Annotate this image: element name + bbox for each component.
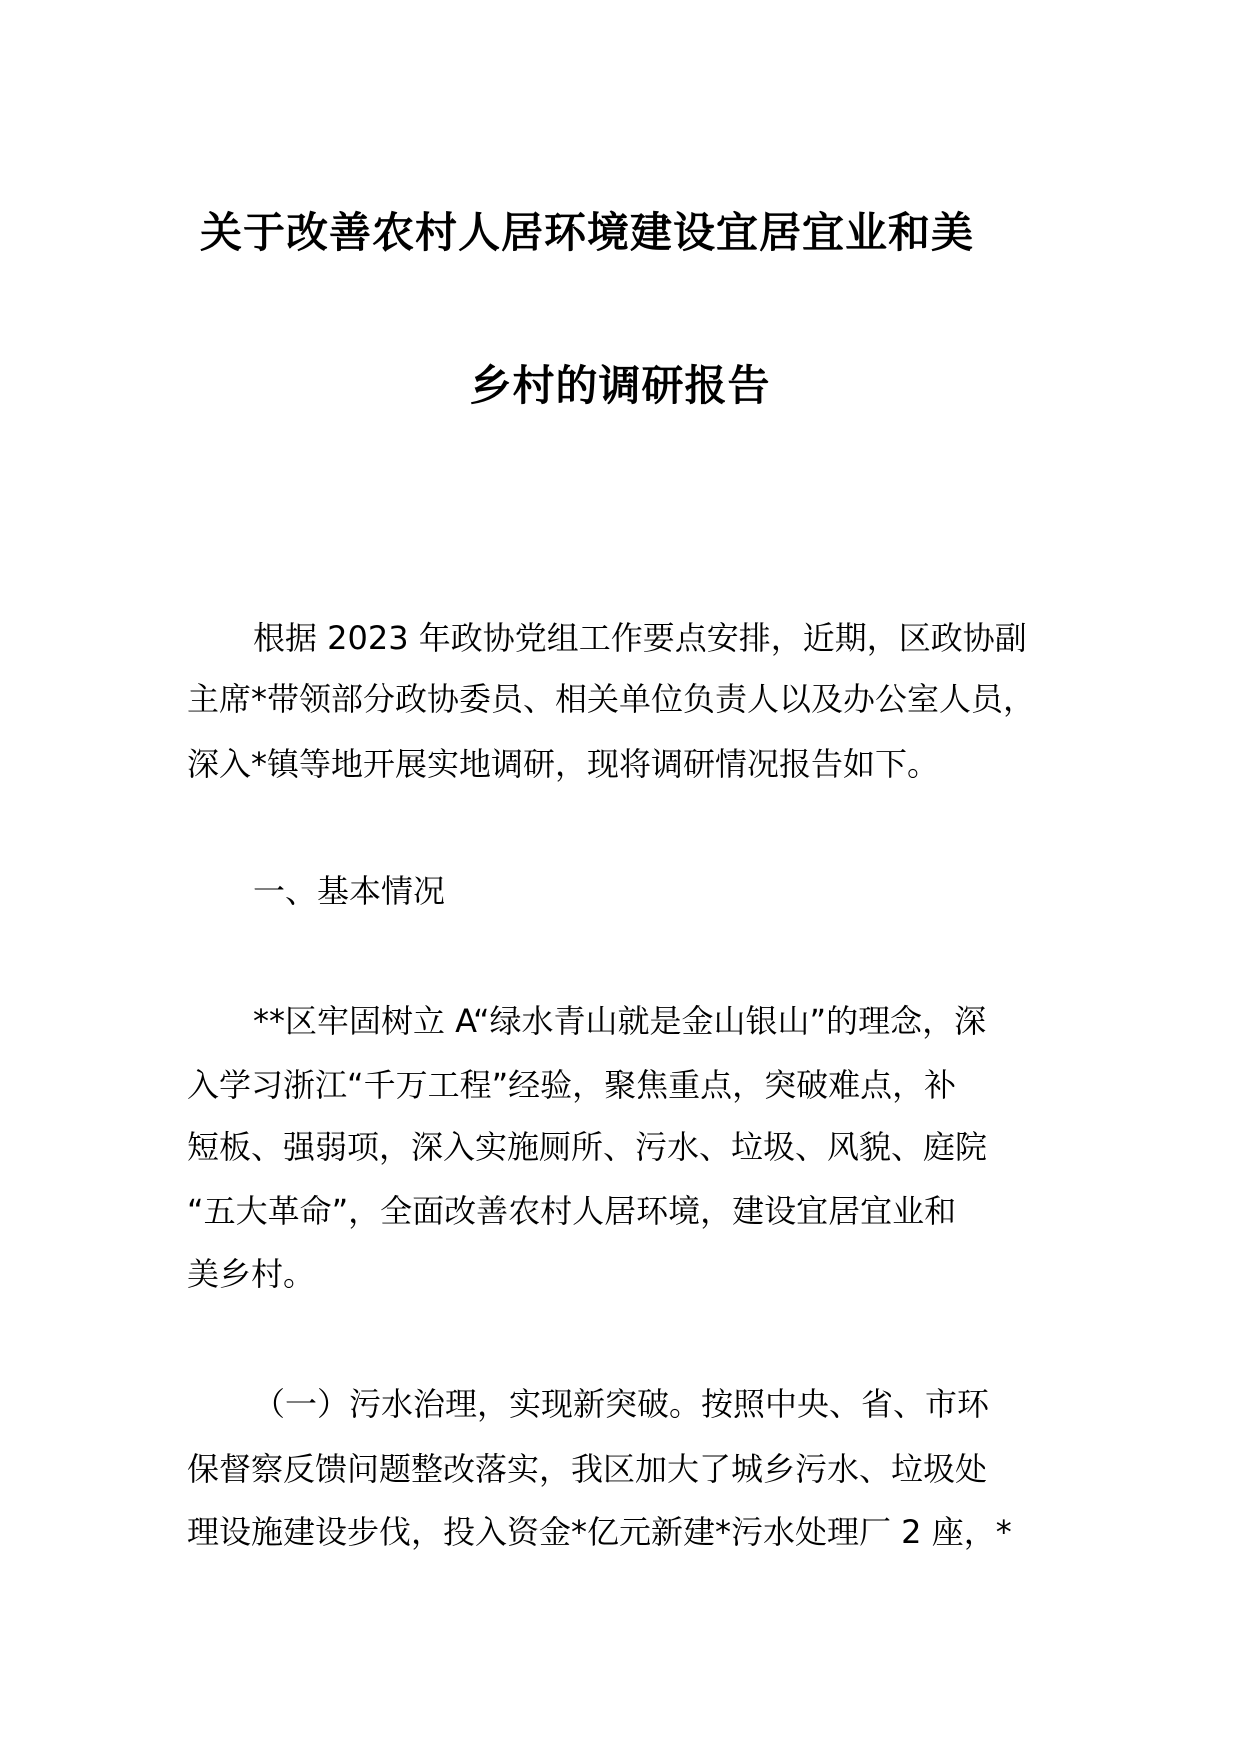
paragraph-1-line-2: 主席*带领部分政协委员、相关单位负责人以及办公室人员， bbox=[187, 680, 1036, 718]
paragraph-1-line-1: 根据 2023 年政协党组工作要点安排，近期，区政协副 bbox=[253, 619, 1027, 657]
paragraph-2-line-5: 美乡村。 bbox=[187, 1255, 316, 1293]
paragraph-3-line-1: （一）污水治理，实现新突破。按照中央、省、市环 bbox=[253, 1385, 990, 1423]
paragraph-2-line-2: 入学习浙江“千万工程”经验，聚焦重点，突破难点，补 bbox=[187, 1066, 957, 1104]
paragraph-2-line-3: 短板、强弱项，深入实施厕所、污水、垃圾、风貌、庭院 bbox=[187, 1128, 988, 1166]
document-title-line-2: 乡村的调研报告 bbox=[469, 361, 771, 410]
paragraph-3-line-2: 保督察反馈问题整改落实，我区加大了城乡污水、垃圾处 bbox=[187, 1450, 988, 1488]
section-heading-basic-situation: 一、基本情况 bbox=[253, 872, 446, 910]
paragraph-3-line-3: 理设施建设步伐，投入资金*亿元新建*污水处理厂 2 座，* bbox=[187, 1513, 1012, 1551]
paragraph-2-line-1: **区牢固树立 A“绿水青山就是金山银山”的理念，深 bbox=[253, 1002, 987, 1040]
paragraph-2-line-4: “五大革命”，全面改善农村人居环境，建设宜居宜业和 bbox=[187, 1192, 957, 1230]
document-title-line-1: 关于改善农村人居环境建设宜居宜业和美 bbox=[200, 208, 975, 257]
paragraph-1-line-3: 深入*镇等地开展实地调研，现将调研情况报告如下。 bbox=[187, 745, 940, 783]
